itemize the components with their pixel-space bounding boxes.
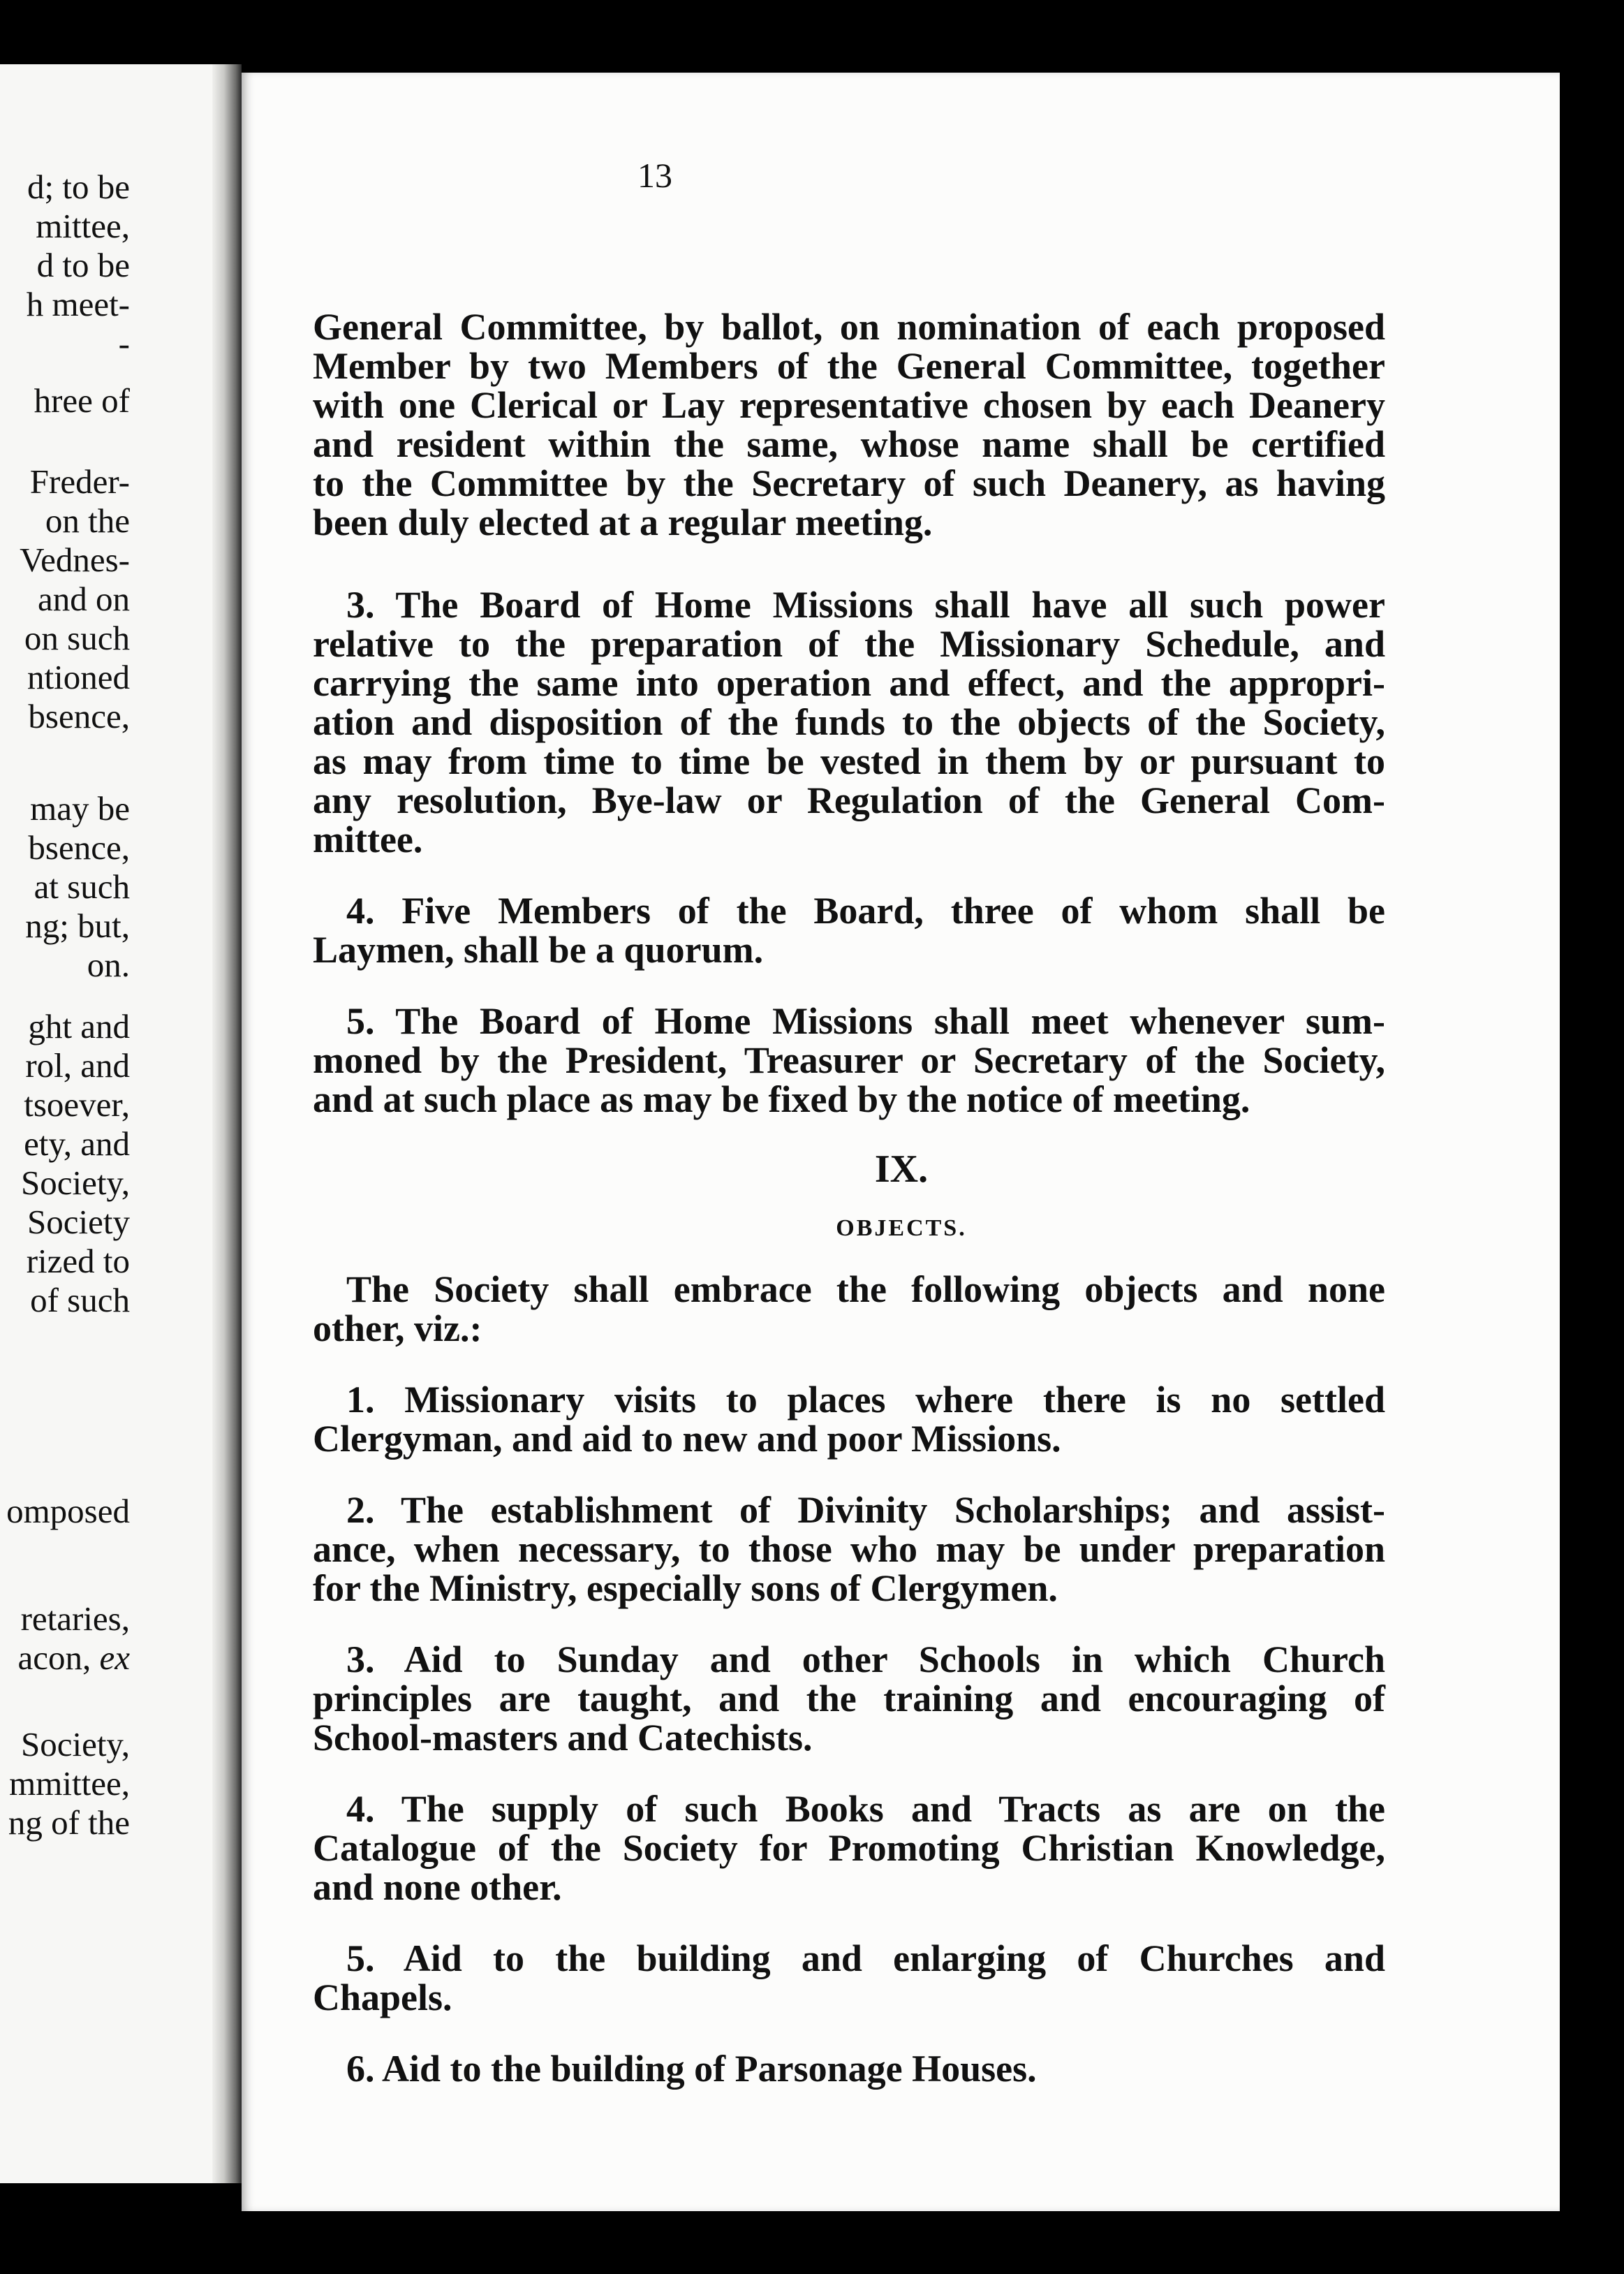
left-page-line: on the (45, 501, 130, 540)
left-page-line: ntioned (27, 658, 130, 696)
paragraph-line: relative to the preparation of the Missionary Schedule, and (313, 623, 1385, 665)
paragraph-line: principles are taught, and the training and encouraging of (313, 1678, 1385, 1719)
section-number: IX. (874, 1147, 929, 1191)
left-page-line: may be (30, 789, 130, 828)
paragraph-line: moned by the President, Treasurer or Secretary of the Society, (313, 1039, 1385, 1081)
paragraph (313, 2049, 1385, 2088)
left-page-line: of such (30, 1281, 130, 1319)
paragraph-line: for the Ministry, especially sons of Clergymen. (313, 1567, 1058, 1609)
paragraph-line: carrying the same into operation and effect, and the appropri- (313, 662, 1385, 704)
left-page-line: ng of the (8, 1803, 130, 1842)
paragraph-line: Laymen, shall be a quorum. (313, 929, 764, 971)
left-page-line: rol, and (25, 1046, 130, 1085)
paragraph-line: 1. Missionary visits to places where there is no settled (346, 1379, 1385, 1421)
paragraph-line: as may from time to time be vested in them by or pursuant to (313, 740, 1385, 782)
paragraph (313, 307, 1385, 542)
left-page-line: at such (34, 867, 130, 906)
left-page-line: and on (38, 580, 130, 618)
paragraph (313, 891, 1385, 969)
left-page-line: retaries, (20, 1599, 130, 1638)
page-number: 13 (637, 156, 672, 195)
paragraph (313, 1270, 1385, 1348)
paragraph-line: 3. Aid to Sunday and other Schools in which Church (346, 1638, 1385, 1680)
paragraph-line: with one Clerical or Lay representative chosen by each Deanery (313, 384, 1385, 426)
left-page-line: ght and (28, 1007, 130, 1046)
paragraph-line: General Committee, by ballot, on nomination of each proposed (313, 306, 1385, 348)
left-page-line: h meet- (26, 285, 130, 323)
paragraph-line: 4. The supply of such Books and Tracts as are on the (346, 1788, 1385, 1830)
paragraphs-before (313, 307, 1385, 1119)
paragraph-line: The Society shall embrace the following objects and none (346, 1268, 1385, 1310)
paragraph-line: been duly elected at a regular meeting. (313, 501, 933, 543)
left-page-line: tsoever, (24, 1085, 130, 1124)
paragraph (313, 1002, 1385, 1119)
paragraph (313, 1490, 1385, 1608)
paragraph-line: 4. Five Members of the Board, three of whom shall be (346, 890, 1385, 932)
left-page-line: rized to (26, 1242, 130, 1280)
paragraph-line: ance, when necessary, to those who may be under preparation (313, 1528, 1385, 1570)
book-spine (212, 64, 242, 2183)
left-page-line: hree of (34, 381, 130, 420)
paragraph-line: mittee. (313, 819, 423, 860)
left-page-line: Society, (20, 1725, 130, 1763)
left-page-line: Freder- (29, 462, 130, 501)
left-page-line: bsence, (28, 828, 130, 867)
paragraph (313, 1789, 1385, 1907)
left-page-line: Vednes- (20, 541, 130, 579)
paragraph-line: 6. Aid to the building of Parsonage Houses. (346, 2048, 1037, 2090)
left-page-line: acon, ex (17, 1638, 130, 1677)
paragraph-line: to the Committee by the Secretary of such Deanery, as having (313, 462, 1385, 504)
left-page-line: - (118, 324, 130, 362)
left-page-line: on such (24, 619, 130, 657)
paragraph-line: 5. The Board of Home Missions shall meet whenever sum- (346, 1000, 1385, 1042)
left-page-fragment (0, 64, 222, 2183)
paragraphs-after (313, 1270, 1385, 2088)
paragraph-line: and none other. (313, 1866, 562, 1908)
paragraph-line: other, viz.: (313, 1307, 482, 1349)
page-text (313, 307, 1385, 2088)
left-page-line: Society (27, 1203, 130, 1241)
paragraph-line: 3. The Board of Home Missions shall have all such power (346, 584, 1385, 626)
left-page-line: mmittee, (9, 1764, 130, 1803)
left-page-line: mittee, (36, 207, 130, 245)
left-page-line: Society, (20, 1164, 130, 1202)
left-page-line: d to be (36, 246, 130, 284)
left-page-line: omposed (6, 1492, 130, 1530)
left-page-line: bsence, (28, 697, 130, 735)
paragraph-line: 5. Aid to the building and enlarging of Churches and (346, 1937, 1385, 1979)
paragraph-line: and at such place as may be fixed by the notice of meeting. (313, 1078, 1250, 1120)
section-heading: OBJECTS. (836, 1215, 967, 1241)
paragraph-line: Chapels. (313, 1976, 452, 2018)
paragraph-line: School-masters and Catechists. (313, 1717, 813, 1759)
paragraph-line: ation and disposition of the funds to the objects of the Society, (313, 701, 1385, 743)
paragraph-line: Member by two Members of the General Committee, together (313, 345, 1385, 387)
left-page-line: on. (87, 946, 130, 984)
left-page-line: ety, and (24, 1124, 130, 1163)
paragraph-line: 2. The establishment of Divinity Scholarships; and assist- (346, 1489, 1385, 1531)
left-page-line: d; to be (27, 168, 130, 206)
paragraph (313, 1640, 1385, 1757)
paragraph-line: and resident within the same, whose name shall be certified (313, 423, 1385, 465)
paragraph (313, 1380, 1385, 1458)
paragraph (313, 1939, 1385, 2017)
paragraph-line: any resolution, Bye-law or Regulation of the General Com- (313, 779, 1385, 821)
paragraph-line: Catalogue of the Society for Promoting Christian Knowledge, (313, 1827, 1385, 1869)
left-page-line: ng; but, (25, 907, 130, 945)
paragraph-line: Clergyman, and aid to new and poor Missions. (313, 1418, 1061, 1460)
paragraph (313, 585, 1385, 859)
